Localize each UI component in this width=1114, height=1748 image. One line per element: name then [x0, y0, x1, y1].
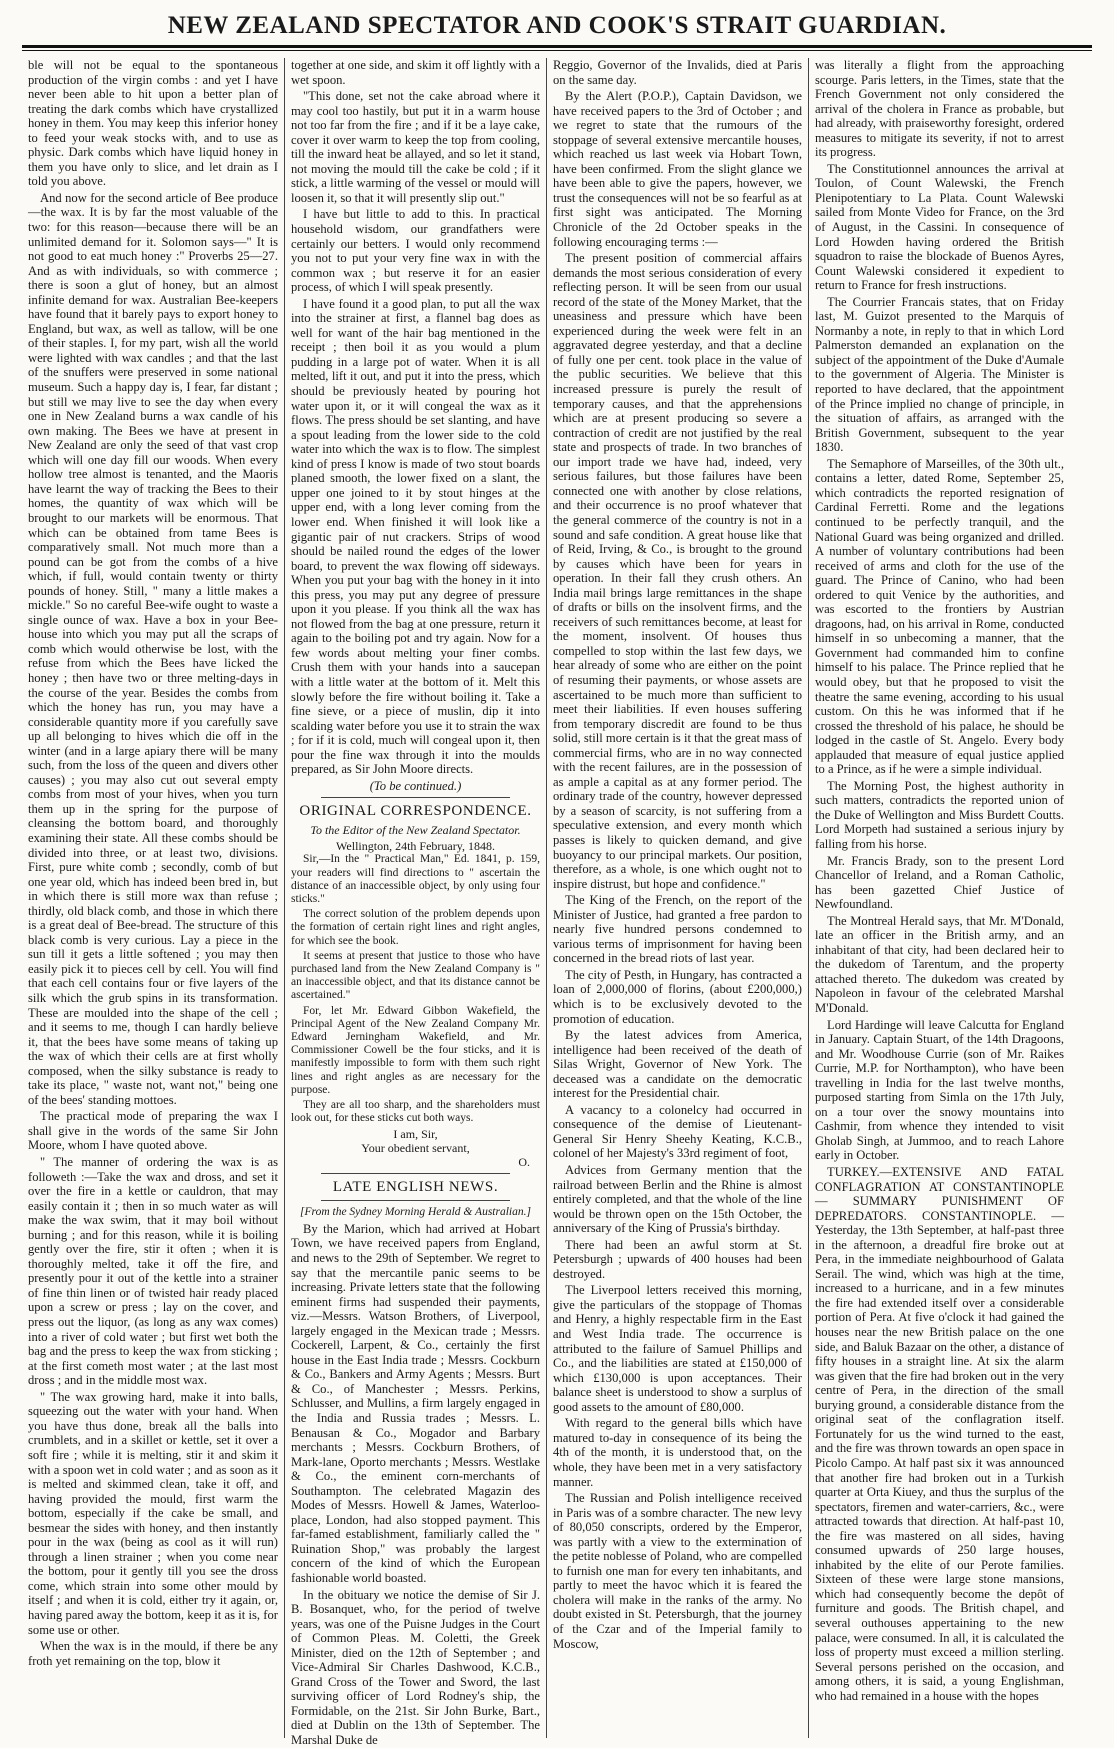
- section-heading-correspondence: ORIGINAL CORRESPONDENCE.: [299, 803, 532, 820]
- letter-dateline: Wellington, 24th February, 1848.: [336, 839, 495, 854]
- article-paragraph: The Russian and Polish intelligence received in Paris was of a sombre character. The new levy of 80,050 conscripts, ordered by the Emperor, was partly with a view to the extermination of the petite noblesse of Poland, who are compelled to furnish one man for every ten inhabitants, and partly to meet the havoc which it is feared the cholera will make in the ranks of the army. No doubt existed in St. Petersburgh, that the journey of the Czar and of the Imperial family to Moscow,: [553, 1491, 802, 1651]
- news-source: [From the Sydney Morning Herald & Australian.]: [300, 1206, 531, 1219]
- article-paragraph: " The wax growing hard, make it into balls, squeezing out the water with your hand. When you have thus done, break all the balls into crumblets, and in a skillet or kettle, set it over a soft fire ; while it is melting, stir it and skim it with a spoon wet in cold water ; and as soon as it is melted and skimmed clean, take it off, and having provided the mould, first warm the bottom, especially if the cake be small, and besmear the sides with honey, and then instantly pour in the wax (being as cool as it will run) through a linen strainer ; when you come near the bottom, pour it gently till you see the dross come, which strain into some other mould by itself ; and when it is cold, either try it again, or, having pared away the bottom, keep it as it is, for some use or other.: [28, 1389, 278, 1637]
- article-paragraph: was literally a flight from the approaching scourge. Paris letters, in the Times, state that the French Government not only considered the arrival of the cholera in France as probable, but had already, with praiseworthy foresight, ordered measures to mitigate its severity, if not to arrest its progress.: [815, 58, 1064, 160]
- letter-paragraph: Sir,—In the " Practical Man," Ed. 1841, p. 159, your readers will find directions to " ascertain the distance of an inaccessible object, by only using four sticks.": [291, 853, 540, 905]
- letter-paragraph: For, let Mr. Edward Gibbon Wakefield, the Principal Agent of the New Zealand Company Mr. Edward Jerningham Wakefield, and Mr. Commissioner Cowell be the four sticks, and it is manifestly impossible to form with them such right lines and right angles as are necessary for the purpose.: [291, 1004, 540, 1096]
- column-3: [546, 58, 808, 1738]
- article-paragraph: The Morning Post, the highest authority in such matters, contradicts the reported union of the Duke of Wellington and Miss Burdett Coutts. Lord Morpeth had sustained a serious injury by falling from his horse.: [815, 778, 1064, 851]
- article-paragraph: together at one side, and skim it off lightly with a wet spoon.: [291, 58, 540, 87]
- letter-paragraph: They are all too sharp, and the shareholders must look out, for these sticks cut both ways.: [291, 1098, 540, 1125]
- article-paragraph: By the Alert (P.O.P.), Captain Davidson, we have received papers to the 3rd of October ; and we regret to state that the rumours of the stoppage of several extensive mercantile houses, which reached us last week via Hobart Town, have been confirmed. From the slight glance we have been able to give the papers, however, we trust the consequences will not be so fearful as at first sight was anticipated. The Morning Chronicle of the 2d October speaks in the following encouraging terms :—: [553, 89, 802, 249]
- section-divider: [321, 1173, 510, 1174]
- article-paragraph: The King of the French, on the report of the Minister of Justice, had granted a free pardon to nearly five hundred persons condemned to various terms of imprisonment for having been concerned in the bread riots of last year.: [553, 893, 802, 966]
- article-paragraph: There had been an awful storm at St. Petersburgh ; upwards of 400 houses had been destroyed.: [553, 1237, 802, 1281]
- masthead-rule-thin: [22, 50, 1092, 51]
- section-divider: [321, 797, 510, 798]
- column-4: [808, 58, 1070, 1738]
- article-paragraph: The Constitutionnel announces the arrival at Toulon, of Count Walewski, the French Plenipotentiary to La Plata. Count Walewski sailed from Monte Video for France, on the 3rd of August, in the Cassini. In consequence of Lord Howden having ordered the British squadron to raise the blockade of Buenos Ayres, Count Walewski considered it expedient to return to France for fresh instructions.: [815, 161, 1064, 293]
- letter-signature: O.: [518, 1155, 530, 1170]
- section-divider: [321, 1200, 510, 1201]
- columns: [22, 58, 1092, 1747]
- article-paragraph: TURKEY.—EXTENSIVE AND FATAL CONFLAGRATION AT CONSTANTINOPLE — SUMMARY PUNISHMENT OF DEPREDATORS. CONSTANTINOPLE. — Yesterday, the 13th September, at half-past three in the afternoon, a dreadful fire broke out at Pera, in the immediate neighbourhood of Galata Serail. The wind, which was high at the time, increased to a hurricane, and in a few minutes the fire had extended itself over a considerable portion of Pera. At five o'clock it had gained the houses near the new British palace on the one side, and Baluk Bazaar on the other, a distance of fifty houses in a straight line. At six the alarm was given that the fire had broken out in the very centre of Pera, in the direction of the small burying ground, a considerable distance from the original seat of the conflagration itself. Fortunately for us the wind turned to the east, and the fire was thrown towards an open space in Picolo Campo. At half past six it was announced that another fire had broken out in a Turkish quarter at Orta Kiuey, and thus the surplus of the spectators, firemen and water-carriers, &c., were attracted towards that direction. At half-past 10, the fire was mastered on all sides, having consumed upwards of 250 large houses, inhabited by the elite of our Perote families. Sixteen of these were large stone mansions, which had consequently become the depôt of furniture and goods. The British chapel, and several outhouses appertaining to the new palace, were consumed. In all, it is calculated the loss of property must exceed a million sterling. Several persons perished on the occasion, and among others, it is said, a young Englishman, who had remained in a house with the hopes: [815, 1165, 1064, 1703]
- letter-signoff: I am, Sir,: [393, 1127, 438, 1142]
- article-paragraph: The city of Pesth, in Hungary, has contracted a loan of 2,000,000 of florins, (about £200,000,) which is to be exclusively devoted to the promotion of education.: [553, 967, 802, 1026]
- article-paragraph: The Liverpool letters received this morning, give the particulars of the stoppage of Thomas and Henry, a highly respectable firm in the East and West India trade. The occurrence is attributed to the failure of Samuel Phillips and Co., and the liabilities are stated at £150,000 of which £130,000 is upon acceptances. Their balance sheet is understood to show a surplus of good assets to the amount of £80,000.: [553, 1283, 802, 1414]
- letter-signoff: Your obedient servant,: [361, 1141, 470, 1156]
- article-paragraph: The Courrier Francais states, that on Friday last, M. Guizot presented to the Marquis of Normanby a note, in reply to that in which Lord Palmerston demanded an explanation on the subject of the appointment of the Duke d'Aumale to the government of Algeria. The Minister is reported to have declared, that the appointment of the Prince implied no change of principle, in the situation of affairs, as arranged with the British Government, subsequent to the year 1830.: [815, 294, 1064, 455]
- letter-paragraph: It seems at present that justice to those who have purchased land from the New Zealand Company is " an inaccessible object, and that its distance cannot be ascertained.": [291, 949, 540, 1002]
- article-paragraph: I have but little to add to this. In practical household wisdom, our grandfathers were certainly our betters. I would only recommend you not to put your very fine wax in with the common wax ; but reserve it for an easier process, of which I will speak presently.: [291, 207, 540, 295]
- article-paragraph: Advices from Germany mention that the railroad between Berlin and the Rhine is almost entirely completed, and that the whole of the line would be thrown open on the 15th October, the anniversary of the King of Prussia's birthday.: [553, 1163, 802, 1236]
- letter-addressee: To the Editor of the New Zealand Spectator.: [310, 823, 521, 838]
- article-paragraph: By the Marion, which had arrived at Hobart Town, we have received papers from England, and news to the 29th of September. We regret to say that the mercantile panic seems to be increasing. Private letters state that the following eminent firms had suspended their payments, viz.—Messrs. Watson Brothers, of Liverpool, largely engaged in the Mexican trade ; Messrs. Cockerell, Larpent, & Co., certainly the first house in the East India trade ; Messrs. Cockburn & Co., Bankers and Army Agents ; Messrs. Burt & Co., of Manchester ; Messrs. Perkins, Schlusser, and Mullins, a firm largely engaged in the India and Russia trades ; Messrs. L. Benausan & Co., Mogador and Barbary merchants ; Messrs. Cockburn Brothers, of Mark-lane, Oporto merchants ; Messrs. Westlake & Co., the eminent corn-merchants of Southampton. The celebrated Magazin des Modes of Messrs. Howell & James, Waterloo-place, London, had also stopped payment. This far-famed establishment, familiarly called the " Ruination Shop," was probably the largest concern of the kind of which the European fashionable world boasted.: [291, 1221, 540, 1585]
- article-paragraph: In the obituary we notice the demise of Sir J. B. Bosanquet, who, for the period of twelve years, was one of the Puisne Judges in the Court of Common Pleas. M. Coletti, the Greek Minister, died on the 12th of September ; and Vice-Admiral Sir Charles Dashwood, K.C.B., Grand Cross of the Tower and Sword, the last surviving officer of Lord Rodney's ship, the Formidable, on the 21st. Sir John Burke, Bart., died at Dublin on the 13th of September. The Marshal Duke de: [291, 1587, 540, 1747]
- masthead-rule: [22, 45, 1092, 48]
- article-paragraph: Mr. Francis Brady, son to the present Lord Chancellor of Ireland, and a Roman Catholic, has been gazetted Chief Justice of Newfoundland.: [815, 853, 1064, 912]
- article-paragraph: " The manner of ordering the wax is as followeth :—Take the wax and dross, and set it over the fire in a kettle or cauldron, that may easily contain it ; then in so much water as will make the wax swim, that it may boil without burning ; and for this reason, while it is boiling gently over the fire, stir it often ; when it is thoroughly melted, take it off the fire, and presently pour it out of the kettle into a strainer of fine thin linen or of twisted hair ready placed upon a screw or press ; lay on the cover, and press out the liquor, (as long as any wax comes) into a river of cold water ; but first wet both the bag and the press to keep the wax from sticking ; at the first cometh most water ; at the last most dross ; and in the middle most wax.: [28, 1155, 278, 1388]
- article-paragraph: I have found it a good plan, to put all the wax into the strainer at first, a flannel bag does as well for want of the hair bag mentioned in the receipt ; then boil it as you would a plum pudding in a large pot of water. When it is all melted, lift it out, and put it into the press, which should be previously heated by pouring hot water upon it, or it will congeal the wax as it flows. The press should be set slanting, and have a spout leading from the lower side to the cold water into which the wax is to flow. The simplest kind of press I know is made of two stout boards planed smooth, the lower fixed on a slant, the upper one joined to it by stout hinges at the upper end, with a long lever coming from the lower end. When finished it will look like a gigantic pair of nut crackers. Strips of wood should be nailed round the edges of the lower board, to prevent the wax flowing off sideways. When you put your bag with the honey in it into this press, you may put any degree of pressure upon it you please. If you think all the wax has not flowed from the bag at one pressure, return it again to the boiling pot and try again. Now for a few words about melting your finer combs. Crush them with your hands into a saucepan with a little water at the bottom of it. Melt this slowly before the fire without boiling it. Take a fine sieve, or a piece of muslin, dip it into scalding water before you use it to strain the wax ; for if it is cold, much will congeal upon it, then pour the fine wax through it into the moulds prepared, as Sir John Moore directs.: [291, 296, 540, 777]
- letter-paragraph: The correct solution of the problem depends upon the formation of certain right lines and right angles, for which see the book.: [291, 908, 540, 947]
- article-paragraph: The Semaphore of Marseilles, of the 30th ult., contains a letter, dated Rome, September 25, which contradicts the reported resignation of Cardinal Ferretti. Rome and the legations continued to be perfectly tranquil, and the National Guard was being organized and drilled. A number of voluntary contributions had been received of arms and cloth for the use of the guard. The Prince of Canino, who had been ordered to quit Venice by the authorities, and was escorted to the frontiers by Austrian dragoons, had, on his arrival in Rome, conducted himself in so unbecoming a manner, that the Government had commanded him to confine himself to his palace. The Prince replied that he would obey, but that he proposed to visit the theatre the same evening, according to his usual custom. On this he was informed that if he crossed the threshold of his palace, he should be lodged in the castle of St. Angelo. Every body applauded that measure of equal justice applied to a Prince, as if he were a simple individual.: [815, 456, 1064, 777]
- article-paragraph: When the wax is in the mould, if there be any froth yet remaining on the top, blow it: [28, 1639, 278, 1668]
- column-1: [22, 58, 284, 1738]
- article-paragraph: By the latest advices from America, intelligence had been received of the death of Silas Wright, Governor of New York. The deceased was a candidate on the democratic interest for the Presidential chair.: [553, 1028, 802, 1101]
- article-paragraph: Lord Hardinge will leave Calcutta for England in January. Captain Stuart, of the 14th Dragoons, and Mr. Woodhouse Currie (son of Mr. Raikes Currie, M.P. for Northampton), who have been travelling in India for the last twelve months, purposed starting from Simla on the 17th July, on a tour over the snowy mountains into Cashmir, from whence they intended to visit Gholab Singh, at Jummoo, and to reach Lahore early in October.: [815, 1017, 1064, 1163]
- article-paragraph: ble will not be equal to the spontaneous production of the virgin combs : and yet I have never been able to hit upon a better plan of treating the dark combs which have crystallized honey in them. You may keep this inferior honey to feed your weak stocks with, and to use as physic. Dark combs which have liquid honey in them you have only to slice, and let drain as I told you above.: [28, 58, 278, 189]
- article-paragraph: "This done, set not the cake abroad where it may cool too hastily, but put it in a warm house not too far from the fire ; and if it be a laye cake, cover it over warm to keep the top from cooling, till the inward heat be allayed, and so let it stand, not moving the mould till the cake be cold ; if it stick, a little warming of the vessel or mould will loosen it, so that it will presently slip out.": [291, 89, 540, 205]
- article-paragraph: And now for the second article of Bee produce—the wax. It is by far the most valuable of the two: for this reason—because there will be an unlimited demand for it. Solomon says—" It is not good to eat much honey :" Proverbs 25—27. And as with individuals, so with commerce ; there is soon a glut of honey, but an almost infinite demand for wax. Australian Bee-keepers have found that it barely pays to export honey to England, but wax, as well as tallow, will be one of their staples. I, for my part, wish all the world were lighted with wax candles ; and that the last of the snuffers were preserved in some national museum. Such a happy day is, I fear, far distant ; but still we may live to see the day when every one in New Zealand burns a wax candle of his own making. The Bees we have at present in New Zealand are only the seed of that vast crop which will one day fill our woods. When every hollow tree almost is tenanted, and the Maoris have learnt the way of tracking the Bees to their homes, the quantity of wax which will be brought to our markets will be enormous. That which can be obtained from tame Bees is comparatively small. Not much more than a pound can be got from the combs of a hive which, if full, would contain twenty or thirty pounds of honey. Still, " many a little makes a mickle." So no careful Bee-wife ought to waste a single ounce of wax. Have a box in your Bee-house into which you may put all the scraps of comb which would otherwise be lost, with the refuse from which the Bees have licked the honey ; then have two or three melting-days in the course of the year. Besides the combs from which the honey has run, you may have a considerable quantity more if you carefully save up all belonging to hives which die off in the winter (and in a large apiary there will be many such, from the loss of the queen and divers other causes) ; you may also cut out several empty combs from most of your hives, when you turn them up in the spring for the purpose of cleansing the bottom board, and thoroughly examining their state. All these combs should be divided into three, or at least two, divisions. First, pure white comb ; secondly, comb of but one year old, which has indeed been bred in, but in which there is still more wax than refuse ; thirdly, old black comb, and those in which there is a great deal of Bee-bread. The structure of this black comb is very curious. Lay a piece in the sun till it gets a little softened ; you may then easily pick it to pieces cell by cell. You will find that each cell contains four or five layers of the silk which the grub spins in its transformation. These are moulded into the shape of the cell ; and it seems to me, though I can hardly believe it, that the bees have some means of taking up the wax of which their cells are at first wholly composed, when the silky substance is ready to take its place, " waste not, want not," being one of the bees' standing mottoes.: [28, 190, 278, 1107]
- letter-body: [291, 853, 540, 1125]
- article-paragraph: The Montreal Herald says, that Mr. M'Donald, late an officer in the British army, and an inhabitant of that city, had been declared heir to the dukedom of Tarentum, and the property attached thereto. The dukedom was created by Napoleon in favour of the celebrated Marshal M'Donald.: [815, 913, 1064, 1015]
- article-paragraph: Reggio, Governor of the Invalids, died at Paris on the same day.: [553, 58, 802, 87]
- to-be-continued: (To be continued.): [369, 778, 462, 793]
- article-paragraph: The present position of commercial affairs demands the most serious consideration of every reflecting person. It will be seen from our usual record of the state of the Money Market, that the uneasiness and pressure which have been experienced during the week were felt in an aggravated degree yesterday, and that a decline of fully one per cent. took place in the value of the public securities. We believe that this increased pressure is purely the result of temporary causes, and that the apprehensions which are at present producing so severe a contraction of credit are not justified by the real state and prospects of trade. In two branches of our import trade we have had, indeed, very serious failures, but those failures have been connected one with another by close relations, and their occurrence is no proof whatever that the general commerce of the country is not in a sound and safe condition. A great house like that of Reid, Irving, & Co., is brought to the ground by causes which have been for years in operation. In their fall they crush others. An India mail brings large remittances in the shape of drafts or bills on the insolvent firms, and the receivers of such remittances become, at least for the moment, insolvent. Of houses thus compelled to stop within the last few days, we hear already of some who are either on the point of resuming their payments, or whose assets are ascertained to be much more than sufficient to meet their liabilities. If even houses suffering from temporary discredit are found to be thus solid, still more certain is it that the great mass of commercial firms, who are in no way connected with the recent failures, are in the possession of as ample a capital as at any former period. The ordinary trade of the country, however depressed by a season of scarcity, is not suffering from a speculative extension, and every month which passes is likely to quicken demand, and give buoyancy to our principal markets. Our position, therefore, as a whole, is one which ought not to inspire distrust, but hope and confidence.": [553, 251, 802, 891]
- column-2: [284, 58, 546, 1747]
- article-paragraph: A vacancy to a colonelcy had occurred in consequence of the demise of Lieutenant-General Sir Henry Sheehy Keating, K.C.B., colonel of her Majesty's 33rd regiment of foot,: [553, 1102, 802, 1161]
- section-heading-news: LATE ENGLISH NEWS.: [332, 1179, 499, 1196]
- article-paragraph: With regard to the general bills which have matured to-day in consequence of its being the 4th of the month, it is understood that, on the whole, they have been met in a very satisfactory manner.: [553, 1416, 802, 1489]
- article-paragraph: The practical mode of preparing the wax I shall give in the words of the same Sir John Moore, whom I have quoted above.: [28, 1109, 278, 1153]
- masthead-title: NEW ZEALAND SPECTATOR AND COOK'S STRAIT GUARDIAN.: [167, 12, 947, 39]
